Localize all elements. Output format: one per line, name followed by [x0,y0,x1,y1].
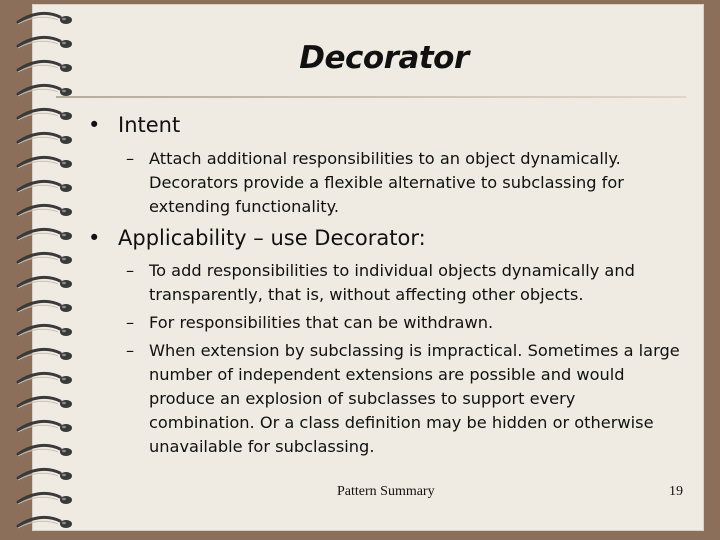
subpoint-applicability-1 [126,259,686,307]
subpoint-applicability-2 [126,311,686,335]
subpoint-intent-1 [126,147,686,219]
sub-glyph: – [126,313,135,332]
subpoint-text: When extension by subclassing is impractical. Sometimes a large number of independent extensions are possible and would produce an explosion of subclasses to support every combination. Or a class definition may be hidden or otherwise unavailable for subclassing. [149,341,680,456]
page-number: 19 [669,484,683,499]
title-divider [56,96,686,98]
sub-glyph: – [126,261,135,280]
bullet-label: Applicability – use Decorator: [118,226,426,250]
footer-title: Pattern Summary [337,484,435,499]
bullet-label: Intent [118,113,181,137]
subpoint-text: Attach additional responsibilities to an object dynamically. Decorators provide a flexible alternative to subclassing for extending functionality. [149,149,624,216]
subpoint-applicability-3 [126,339,686,459]
slide-title: Decorator [299,40,469,76]
subpoint-text: For responsibilities that can be withdrawn. [149,313,494,332]
sub-glyph: – [126,341,135,360]
sub-glyph: – [126,149,135,168]
subpoint-text: To add responsibilities to individual objects dynamically and transparently, that is, without affecting other objects. [149,261,635,304]
bullet-glyph: • [88,113,101,137]
bullet-glyph: • [88,226,101,250]
